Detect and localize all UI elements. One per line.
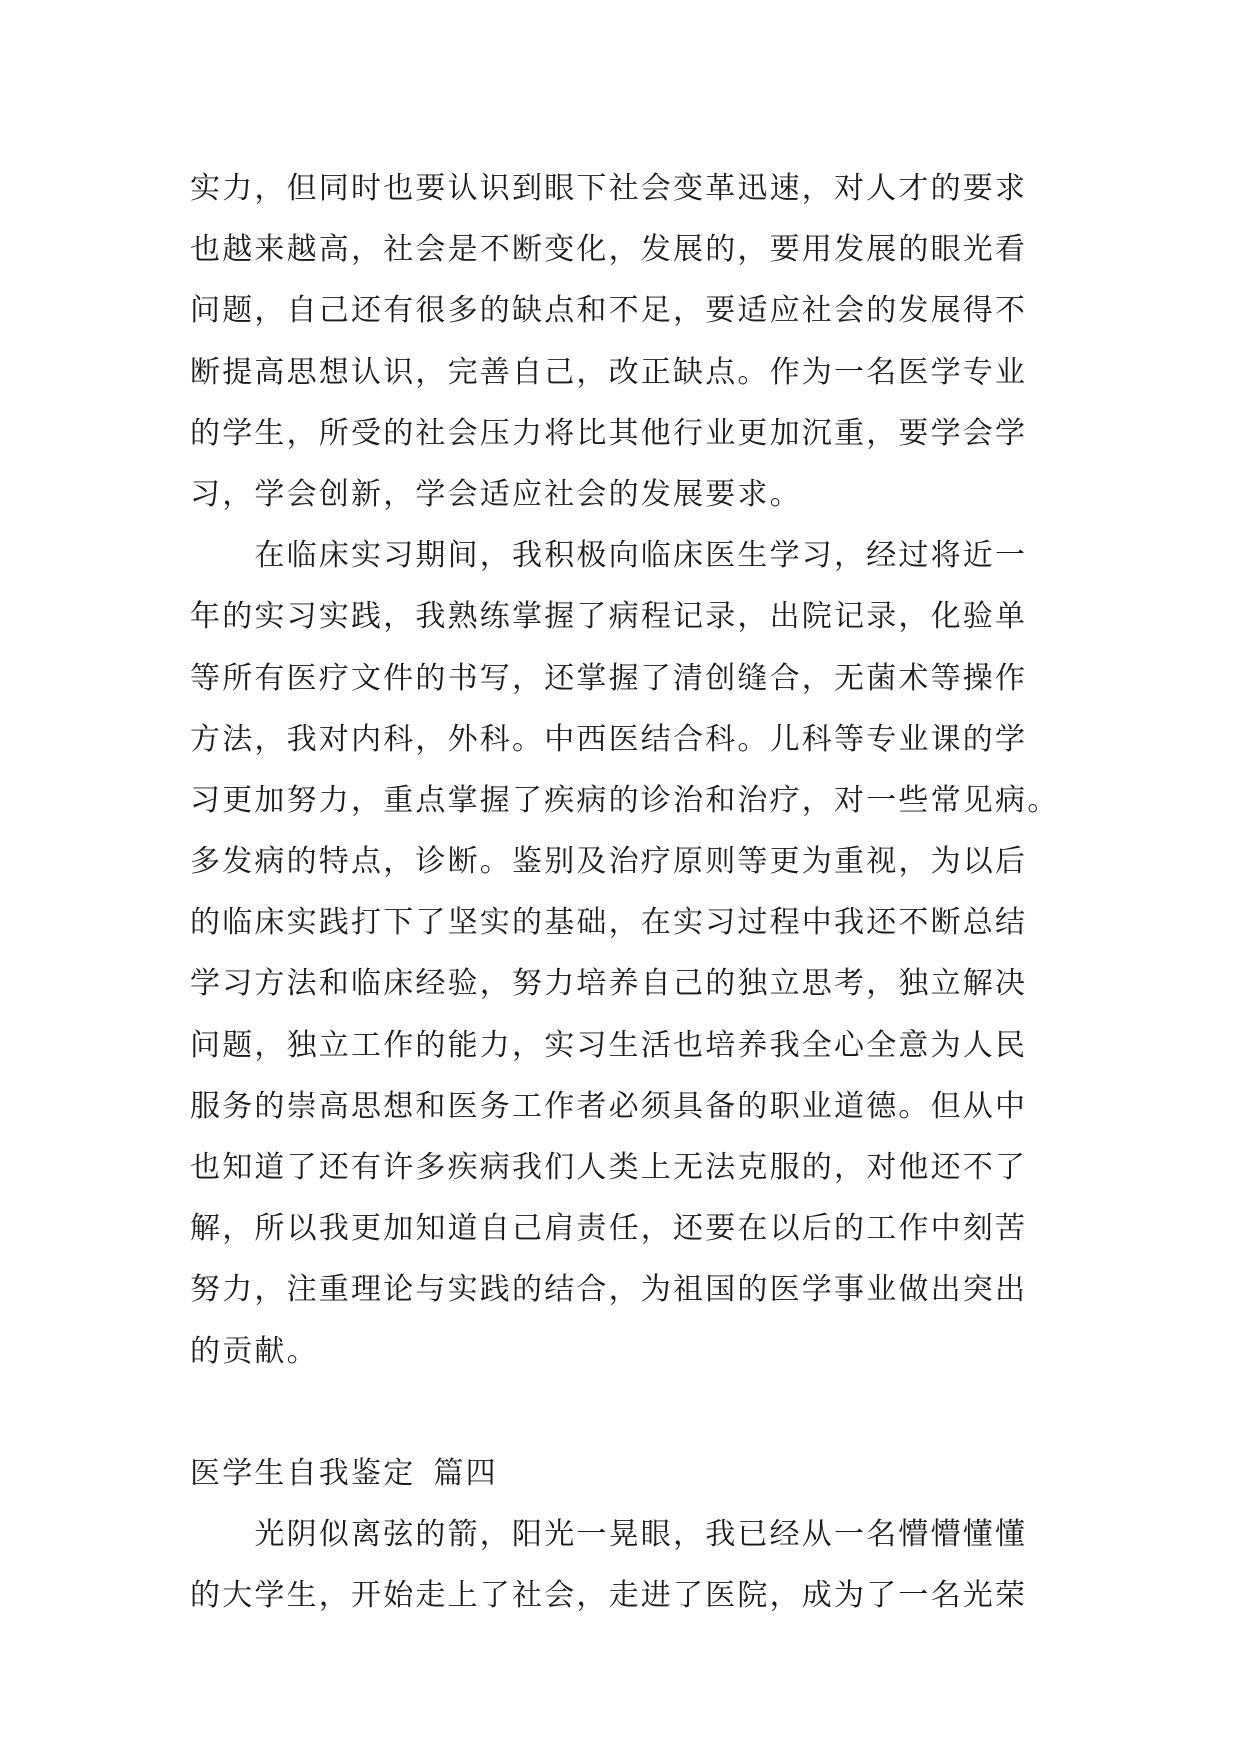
text-line: 在临床实习期间，我积极向临床医生学习，经过将近一	[190, 538, 1028, 574]
text-line: 断提高思想认识，完善自己，改正缺点。作为一名医学专业	[190, 354, 1028, 390]
document-body	[190, 158, 1060, 1627]
text-line: 方法，我对内科，外科。中西医结合科。儿科等专业课的学	[190, 721, 1028, 757]
text-line: 的学生，所受的社会压力将比其他行业更加沉重，要学会学	[190, 415, 1028, 451]
text-line: 问题，独立工作的能力，实习生活也培养我全心全意为人民	[190, 1027, 1028, 1063]
text-line: 习更加努力，重点掌握了疾病的诊治和治疗，对一些常见病。	[190, 782, 1060, 818]
text-line: 的临床实践打下了坚实的基础，在实习过程中我还不断总结	[190, 905, 1028, 941]
paragraph-3	[190, 1504, 1052, 1626]
section-heading-title: 医学生自我鉴定	[190, 1455, 416, 1491]
text-line: 年的实习实践，我熟练掌握了病程记录，出院记录，化验单	[190, 599, 1028, 635]
section-heading	[190, 1443, 1052, 1504]
text-line: 学习方法和临床经验，努力培养自己的独立思考，独立解决	[190, 966, 1028, 1002]
paragraph-1	[190, 158, 1052, 525]
text-line: 等所有医疗文件的书写，还掌握了清创缝合，无菌术等操作	[190, 660, 1028, 696]
text-line: 的大学生，开始走上了社会，走进了医院，成为了一名光荣	[190, 1578, 1028, 1614]
paragraph-2	[190, 525, 1060, 1382]
text-line: 服务的崇高思想和医务工作者必须具备的职业道德。但从中	[190, 1088, 1028, 1124]
text-line: 问题，自己还有很多的缺点和不足，要适应社会的发展得不	[190, 293, 1028, 329]
text-line: 解，所以我更加知道自己肩责任，还要在以后的工作中刻苦	[190, 1211, 1028, 1247]
text-line: 的贡献。	[190, 1333, 319, 1369]
text-line: 实力，但同时也要认识到眼下社会变革迅速，对人才的要求	[190, 171, 1028, 206]
text-line: 努力，注重理论与实践的结合，为祖国的医学事业做出突出	[190, 1272, 1028, 1308]
text-line: 也越来越高，社会是不断变化，发展的，要用发展的眼光看	[190, 232, 1028, 268]
section-heading-part: 篇四	[433, 1455, 498, 1491]
text-line: 也知道了还有许多疾病我们人类上无法克服的，对他还不了	[190, 1150, 1028, 1185]
text-line: 习，学会创新，学会适应社会的发展要求。	[190, 476, 802, 512]
text-line: 光阴似离弦的箭，阳光一晃眼，我已经从一名懵懵懂懂	[190, 1517, 1028, 1553]
text-line: 多发病的特点，诊断。鉴别及治疗原则等更为重视，为以后	[190, 844, 1028, 880]
